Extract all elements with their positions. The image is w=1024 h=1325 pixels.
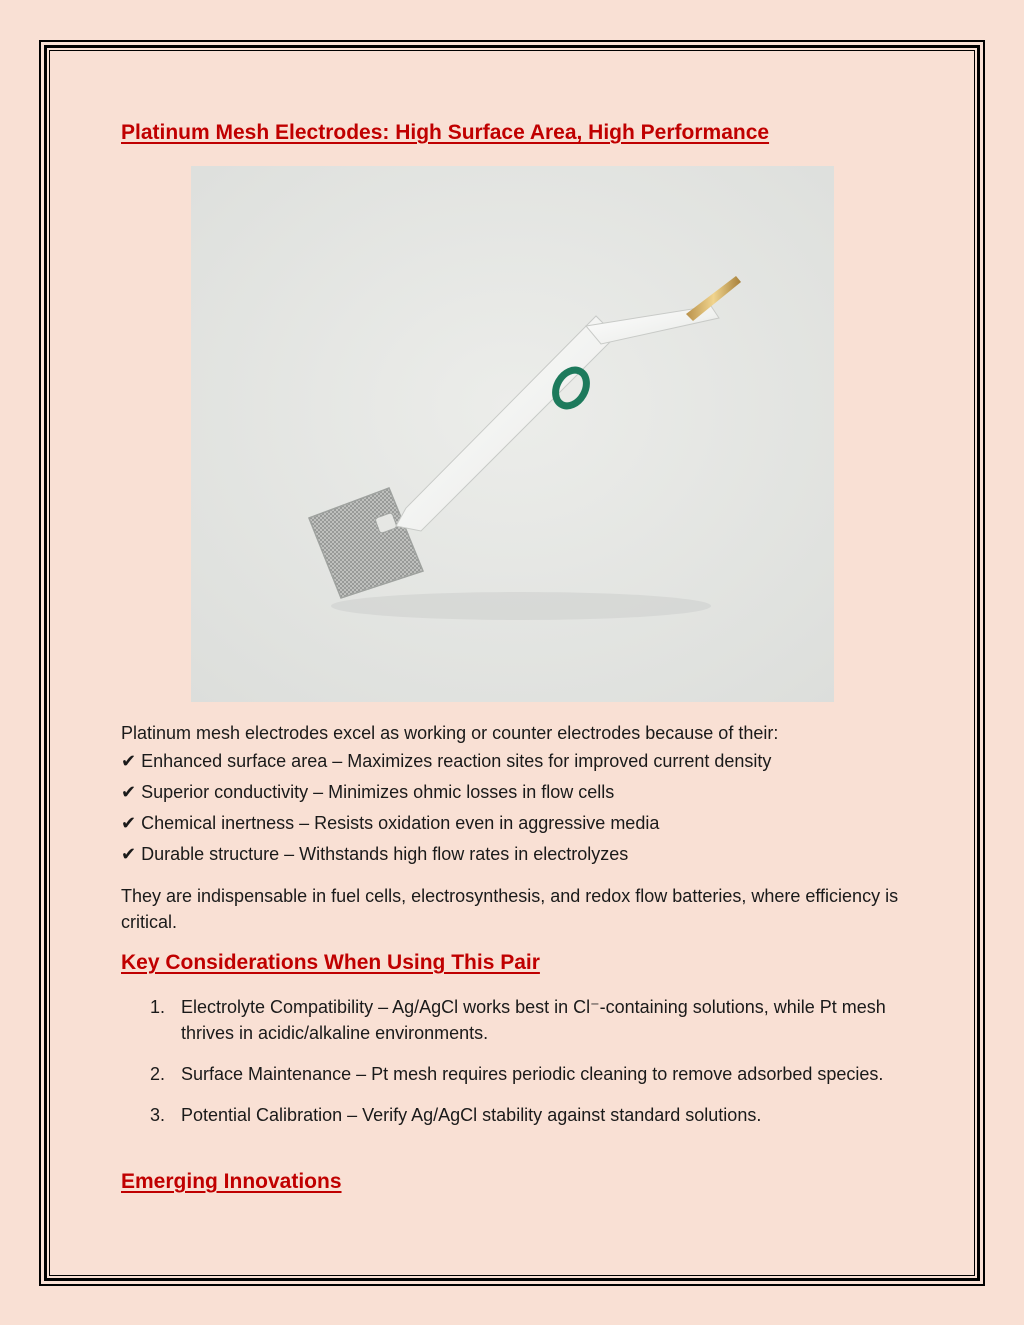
consideration-item xyxy=(121,1102,901,1128)
consideration-text: Surface Maintenance – Pt mesh requires periodic cleaning to remove adsorbed species. xyxy=(181,1064,884,1084)
emerging-innovations-heading: Emerging Innovations xyxy=(121,1170,342,1193)
benefit-item: ✔ Enhanced surface area – Maximizes reaction sites for improved current density xyxy=(121,751,772,771)
benefits-list xyxy=(121,746,771,870)
applications-paragraph: They are indispensable in fuel cells, electrosynthesis, and redox flow batteries, where efficiency is critical. xyxy=(121,886,899,932)
electrode-photo xyxy=(191,166,834,702)
page-title: Platinum Mesh Electrodes: High Surface Area, High Performance xyxy=(121,121,770,144)
consideration-text: Electrolyte Compatibility – Ag/AgCl works best in Cl⁻-containing solutions, while Pt mesh thrives in acidic/alkaline environments. xyxy=(181,997,886,1043)
benefit-item: ✔ Superior conductivity – Minimizes ohmic losses in flow cells xyxy=(121,782,615,802)
key-considerations-heading: Key Considerations When Using This Pair xyxy=(121,951,540,974)
benefit-item: ✔ Chemical inertness – Resists oxidation even in aggressive media xyxy=(121,813,660,833)
considerations-list xyxy=(121,994,901,1143)
consideration-item xyxy=(121,994,901,1046)
list-number: 2. xyxy=(150,1064,166,1084)
benefit-item: ✔ Durable structure – Withstands high flow rates in electrolyzes xyxy=(121,844,629,864)
list-number: 3. xyxy=(150,1105,166,1125)
consideration-text: Potential Calibration – Verify Ag/AgCl stability against standard solutions. xyxy=(181,1105,762,1125)
list-number: 1. xyxy=(150,997,166,1017)
consideration-item xyxy=(121,1061,901,1087)
intro-text: Platinum mesh electrodes excel as working or counter electrodes because of their: xyxy=(121,723,779,743)
